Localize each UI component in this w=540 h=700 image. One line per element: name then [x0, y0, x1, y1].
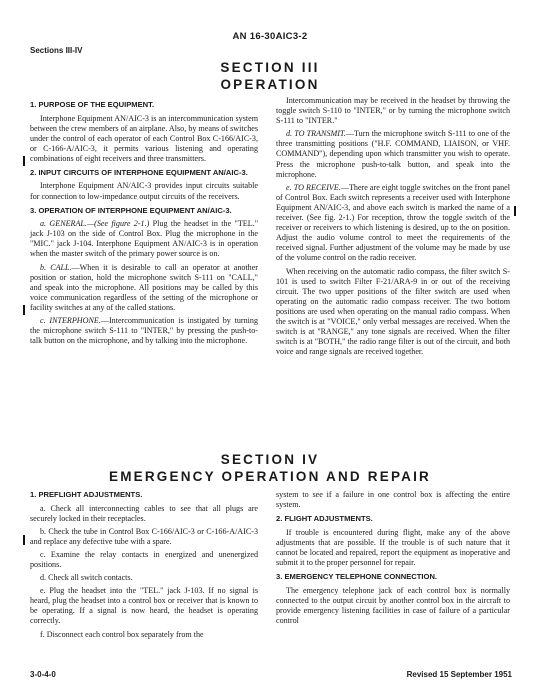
transmit-text: —Turn the microphone switch S-111 to one of the three transmitting positions ("H.F. COMMAND, LIAISON, or VHF. COMMAND"), depending upon which transmitter you wish to operate. Press the microphone push-to-talk button, and speak into the microphone. [276, 129, 510, 179]
sections-label: Sections III-IV [30, 46, 83, 55]
section-4-left-column [30, 486, 258, 643]
heading-purpose: 1. PURPOSE OF THE EQUIPMENT. [30, 100, 155, 109]
change-bar [23, 305, 25, 315]
paragraph-general [30, 219, 258, 259]
paragraph-preflight-b: b. Check the tube in Control Box C-166/AIC-3 or C-166-A/AIC-3 and replace any defective tube with a spare. [30, 526, 258, 546]
heading-operation: 3. OPERATION OF INTERPHONE EQUIPMENT AN/AIC-3. [30, 205, 232, 215]
section-4-title: EMERGENCY OPERATION AND REPAIR [108, 469, 432, 484]
call-label: b. CALL. [40, 262, 72, 272]
paragraph-radio-compass: When receiving on the automatic radio compass, the filter switch S-101 is used to switch Filter F-21/ARA-9 in or out of the receiving circuit. The two upper positions of the filter switch are used when operating on the automatic radio compass receiver. The two bottom positions are used when operating on the manual radio compass. When the switch is at "VOICE," only verbal messages are received. When the switch is at "RANGE," any tone signals are received. When the filter switch is at "BOTH," the radio range filter is out of the circuit, and both voice and range signals are received together. [276, 266, 510, 357]
paragraph-intercom-received: Intercommunication may be received in the headset by throwing the toggle switch S-110 to "INTER," or by turning the microphone switch S-111 to "INTER." [276, 96, 510, 126]
paragraph-preflight-f: f. Disconnect each control box separately from the [40, 629, 204, 639]
section-3-title: OPERATION [220, 77, 320, 92]
paragraph-call [30, 263, 258, 313]
section-3-number: SECTION III [220, 60, 320, 75]
paragraph-transmit [276, 129, 510, 179]
general-text: Plug the headset in the "TEL." jack J-103 on the side of Control Box. Plug the microphone in the "MIC." jack J-104. Interphone Equipment AN/AIC-3 is in operation when the master switch of the primary power source is on. [30, 219, 258, 259]
transmit-label: d. TO TRANSMIT. [286, 129, 346, 139]
receive-label: e. TO RECEIVE. [286, 182, 341, 192]
receive-text: —There are eight toggle switches on the front panel of Control Box. Each switch represents a receiver used with Interphone Equipment AN/AIC-3, and above each switch is marked the name of a receiver. (See fig. 2-1.) For reception, throw the toggle switch of the receiver or receivers to which listening is desired, up to the on position. Adjust the audio volume control to meet the requirements of the received signal. Further adjustment of the volume may be made by use of the volume control on the radio receiver. [276, 182, 511, 263]
section-3-right-column [276, 96, 510, 360]
paragraph-preflight-d: d. Check all switch contacts. [40, 573, 133, 583]
change-bar [514, 206, 516, 216]
change-bar [23, 535, 25, 545]
change-bar [23, 156, 25, 166]
paragraph-input-circuits: Interphone Equipment AN/AIC-3 provides input circuits suitable for connection to low-impedance output circuits of the receivers. [30, 181, 258, 201]
general-figure-ref: —(See figure 2-1.) [86, 219, 150, 229]
revision-date: Revised 15 September 1951 [406, 670, 512, 679]
paragraph-emergency-telephone: The emergency telephone jack of each control box is normally connected to the output circuit by another control box in the aircraft to provide emergency listening facilities in case of failure of a particular control [276, 585, 510, 625]
paragraph-preflight-f-continued: system to see if a failure in one control box is affecting the entire system. [276, 490, 510, 510]
document-number: AN 16-30AIC3-2 [232, 31, 308, 42]
general-label: a. GENERAL. [40, 219, 87, 229]
paragraph-receive [276, 183, 510, 264]
section-4-right-column [276, 490, 510, 629]
paragraph-purpose: Interphone Equipment AN/AIC-3 is an intercommunication system between the crew members of an airplane. Also, by means of switches under the control of each operator of each Control Box C-166/AIC-3, or C-166-A/AIC-3, it permits various listening and operating combinations of eight receivers and three transmitters. [30, 113, 258, 163]
interphone-label: c. INTERPHONE. [40, 316, 101, 325]
heading-flight: 2. FLIGHT ADJUSTMENTS. [276, 514, 373, 524]
paragraph-interphone [30, 316, 258, 346]
heading-preflight: 1. PREFLIGHT ADJUSTMENTS. [30, 490, 143, 499]
section-4-number: SECTION IV [220, 452, 320, 467]
paragraph-preflight-c: c. Examine the relay contacts in energized and unenergized positions. [30, 549, 258, 569]
paragraph-preflight-a: a. Check all interconnecting cables to see that all plugs are securely locked in their receptacles. [30, 503, 258, 523]
heading-input-circuits: 2. INPUT CIRCUITS OF INTERPHONE EQUIPMENT AN/AIC-3. [30, 167, 248, 177]
paragraph-flight: If trouble is encountered during flight, make any of the above adjustments that are possible. If the trouble is of such nature that it cannot be located and repaired, report the equipment as inoperative and submit it to the proper personnel for repair. [276, 527, 510, 567]
call-text: —When it is desirable to call an operator at another position or station, hold the microphone switch S-111 on "CALL," and speak into the microphone. All positions may be called by this voice communication regardless of the setting of the microphone or facility switches at any of the called stations. [30, 262, 258, 312]
page-number: 3-0-4-0 [30, 670, 56, 679]
heading-emergency-telephone: 3. EMERGENCY TELEPHONE CONNECTION. [276, 572, 438, 582]
section-3-left-column [30, 96, 258, 349]
paragraph-preflight-e: e. Plug the headset into the "TEL." jack J-103. If no signal is heard, plug the headset into a control box or receiver that is known to be operating. If a signal is now heard, the headset is operating correctly. [30, 586, 258, 626]
interphone-text: —Intercommunication is instigated by turning the microphone switch S-111 to "INTER," by pressing the push-to-talk button on the microphone, and by talking into the microphone. [30, 316, 258, 346]
